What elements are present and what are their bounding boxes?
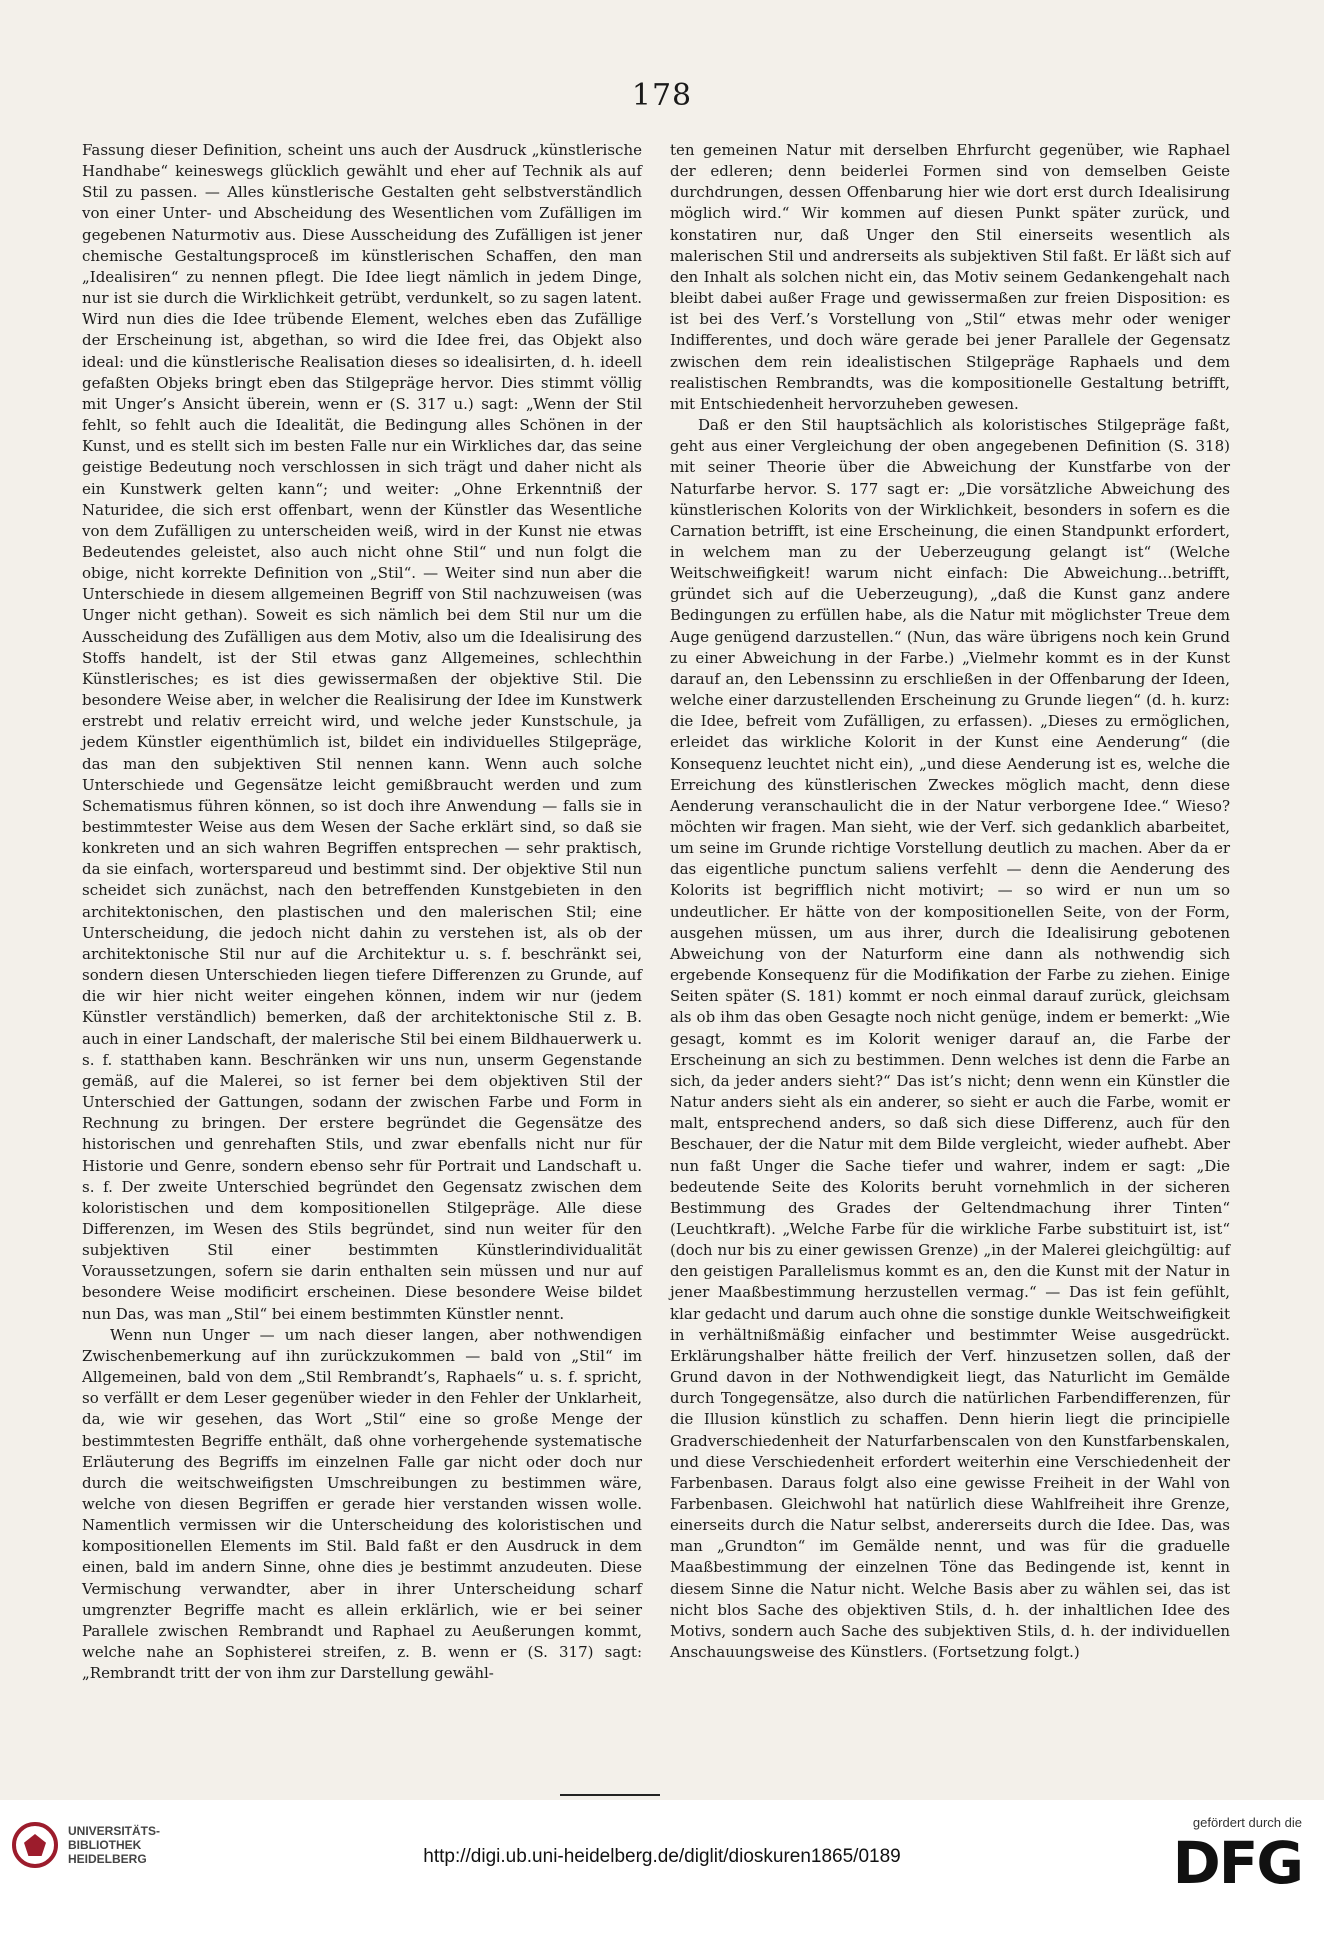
end-rule [560, 1794, 660, 1796]
paragraph: Daß er den Stil hauptsächlich als koloristisches Stilgepräge faßt, geht aus einer Vergleichung der oben angegebenen Definition (S. 318) mit seiner Theorie über die Abweichung der Kunstfarbe von der Naturfarbe hervor. S. 177 sagt er: „Die vorsätzliche Abweichung des künstlerischen Kolorits von der Wirklichkeit, besonders in sofern es die Carnation betrifft, ist eine Erscheinung, die einen Standpunkt erfordert, in welchem man zu der Ueberzeugung gelangt ist“ (Welche Weitschweifigkeit! warum nicht einfach: Die Abweichung...betrifft, gründet sich auf die Ueberzeugung), „daß die Kunst ganz andere Bedingungen zu erfüllen habe, als die Natur mit möglichster Treue dem Auge genügend darzustellen.“ (Nun, das wäre übrigens noch kein Grund zu einer Abweichung in der Farbe.) „Vielmehr kommt es in der Kunst darauf an, den Lebenssinn zu erschließen in der Offenbarung der Ideen, welche einer darzustellenden Erscheinung zu Grunde liegen“ (d. h. kurz: die Idee, befreit vom Zufälligen, zu erfassen). „Dieses zu ermöglichen, erleidet das wirkliche Kolorit in der Kunst eine Aenderung“ (die Konsequenz leuchtet nicht ein), „und diese Aenderung ist es, welche die Erreichung des künstlerischen Zweckes möglich macht, denn diese Aenderung veranschaulicht die in der Natur verborgene Idee.“ Wieso? möchten wir fragen. Man sieht, wie der Verf. sich gedanklich abarbeitet, um seine im Grunde richtige Vorstellung deutlich zu machen. Aber da er das eigentliche punctum saliens verfehlt — denn die Aenderung des Kolorits ist begrifflich nicht motivirt; — so wird er nun um so undeutlicher. Er hätte von der kompositionellen Seite, von der Form, ausgehen müssen, um aus ihrer, durch die Idealisirung gebotenen Abweichung von der Naturform eine dann als nothwendig sich ergebende Konsequenz für die Modifikation der Farbe zu ziehen. Einige Seiten später (S. 181) kommt er noch einmal darauf zurück, gleichsam als ob ihm das oben Gesagte noch nicht genüge, indem er bemerkt: „Wie gesagt, kommt es im Kolorit weniger darauf an, die Farbe der Erscheinung an sich zu bestimmen. Denn welches ist denn die Farbe an sich, da jeder anders sieht?“ Das ist’s nicht; denn wenn ein Künstler die Natur anders sieht als ein anderer, so sieht er auch die Farbe, womit er malt, entsprechend anders, so daß sich diese Differenz, auch für den Beschauer, der die Natur mit dem Bilde vergleicht, wieder aufhebt. Aber nun faßt Unger die Sache tiefer und wahrer, indem er sagt: „Die bedeutende Seite des Kolorits beruht vornehmlich in der sicheren Bestimmung des Grades der Geltendmachung ihrer Tinten“ (Leuchtkraft). „Welche Farbe für die wirkliche Farbe substituirt ist, ist“ (doch nur bis zu einer gewissen Grenze) „in der Malerei gleichgültig: auf den geistigen Parallelismus kommt es an, den die Kunst mit der Natur in jener Maaßbestimmung herzustellen vermag.“ — Das ist fein gefühlt, klar gedacht und darum auch ohne die sonstige dunkle Weitschweifigkeit in verhältnißmäßig einfacher und bestimmter Weise ausgedrückt. Erklärungshalber hätte freilich der Verf. hinzusetzen sollen, daß der Grund davon in der Nothwendigkeit liegt, das Naturlicht im Gemälde durch Tongegensätze, also durch die natürlichen Farbendifferenzen, für die Illusion künstlich zu schaffen. Denn hierin liegt die principielle Gradverschiedenheit der Naturfarbenscalen von den Kunstfarbenskalen, und diese Verschiedenheit erfordert weiterhin eine Verschiedenheit der Farbenbasen. Daraus folgt also eine gewisse Freiheit in der Wahl von Farbenbasen. Gleichwohl hat natürlich diese Wahlfreiheit ihre Grenze, einerseits durch die Natur selbst, andererseits durch die Idee. Das, was man „Grundton“ im Gemälde nennt, und was für die graduelle Maaßbestimmung der einzelnen Töne das Bedingende ist, kennt in diesem Sinne die Natur nicht. Welche Basis aber zu wählen sei, das ist nicht blos Sache des objektiven Stils, d. h. der inhaltlichen Idee des Motivs, sondern auch Sache des subjektiven Stils, d. h. der individuellen Anschauungsweise des Künstlers. (Fortsetzung folgt.) [670, 416, 1230, 1662]
funded-by-label: gefördert durch die [1192, 1815, 1302, 1830]
dfg-logo[interactable]: DFG [1172, 1829, 1302, 1897]
library-name: UNIVERSITÄTS- BIBLIOTHEK HEIDELBERG [68, 1824, 161, 1866]
footer-bar [0, 1800, 1324, 1947]
permalink-url[interactable]: http://digi.ub.uni-heidelberg.de/diglit/dioskuren1865/0189 [423, 1846, 901, 1867]
funding-credit [1172, 1815, 1302, 1897]
text-column-right [670, 140, 1230, 1663]
paragraph: Wenn nun Unger — um nach dieser langen, aber nothwendigen Zwischenbemerkung auf ihn zurückzukommen — bald von „Stil“ im Allgemeinen, bald von dem „Stil Rembrandt’s, Raphaels“ u. s. f. spricht, so verfällt er dem Leser gegenüber wieder in den Fehler der Unklarheit, da, wie wir gesehen, das Wort „Stil“ eine so große Menge der bestimmtesten Begriffe enthält, daß ohne vorhergehende systematische Erläuterung des Begriffs im einzelnen Falle gar nicht oder doch nur durch die weitschweifigsten Umschreibungen zu bestimmen wäre, welche von diesen Begriffen er gerade hier verstanden wissen wolle. Namentlich vermissen wir die Unterscheidung des koloristischen und kompositionellen Elements im Stil. Bald faßt er den Ausdruck in dem einen, bald im andern Sinne, ohne dies je bestimmt anzudeuten. Diese Vermischung verwandter, aber in ihrer Unterscheidung scharf umgrenzter Begriffe macht es allein erklärlich, wie er bei seiner Parallele zwischen Rembrandt und Raphael zu Aeußerungen kommt, welche nahe an Sophisterei streifen, z. B. wenn er (S. 317) sagt: „Rembrandt tritt der von ihm zur Darstellung gewähl- [82, 1325, 642, 1683]
text-column-left [82, 140, 642, 1684]
page-number: 178 [631, 78, 693, 113]
paragraph: ten gemeinen Natur mit derselben Ehrfurcht gegenüber, wie Raphael der edleren; denn beiderlei Formen sind von demselben Geiste durchdrungen, dessen Offenbarung hier wie dort erst durch Idealisirung möglich wird.“ Wir kommen auf diesen Punkt später zurück, und konstatiren nur, daß Unger den Stil einerseits wesentlich als malerischen Stil und andrerseits als subjektiven Stil faßt. Er läßt sich auf den Inhalt als solchen nicht ein, das Motiv seinem Gedankengehalt nach bleibt dabei außer Frage und gewissermaßen zur freien Disposition: es ist bei des Verf.’s Vorstellung von „Stil“ etwas mehr oder weniger Indifferentes, und doch wäre gerade bei jener Parallele der Gegensatz zwischen dem rein idealistischen Stilgepräge Raphaels und dem realistischen Rembrandts, was die kompositionelle Gestaltung betrifft, mit Entschiedenheit hervorzuheben gewesen. [670, 141, 1230, 413]
paragraph: Fassung dieser Definition, scheint uns auch der Ausdruck „künstlerische Handhabe“ keineswegs glücklich gewählt und eher auf Technik als auf Stil zu passen. — Alles künstlerische Gestalten geht selbstverständlich von einer Unter- und Abscheidung des Wesentlichen vom Zufälligen im gegebenen Naturmotiv aus. Diese Ausscheidung des Zufälligen ist jener chemische Gestaltungsproceß im künstlerischen Schaffen, den man „Idealisiren“ zu nennen pflegt. Die Idee liegt nämlich in jedem Dinge, nur ist sie durch die Wirklichkeit getrübt, verdunkelt, so zu sagen latent. Wird nun dies die Idee trübende Element, welches eben das Zufällige der Erscheinung ist, abgethan, so wird die Idee frei, das Objekt also ideal: und die künstlerische Realisation dieses so idealisirten, d. h. ideell gefaßten Objeks bringt eben das Stilgepräge hervor. Dies stimmt völlig mit Unger’s Ansicht überein, wenn er (S. 317 u.) sagt: „Wenn der Stil fehlt, so fehlt auch die Idealität, die Bedingung alles Schönen in der Kunst, und es stellt sich im besten Falle nur ein Wirkliches dar, das seine geistige Bedeutung noch verschlossen in sich trägt und daher nicht als ein Kunstwerk gelten kann“; und weiter: „Ohne Erkenntniß der Naturidee, die sich erst offenbart, wenn der Künstler das Wesentliche von dem Zufälligen zu unterscheiden weiß, wird in der Kunst nie etwas Bedeutendes geleistet, also auch nicht ohne Stil“ und nun folgt die obige, nicht korrekte Definition von „Stil“. — Weiter sind nun aber die Unterschiede in diesem allgemeinen Begriff von Stil nachzuweisen (was Unger nicht gethan). Soweit es sich nämlich bei dem Stil nur um die Ausscheidung des Zufälligen aus dem Motiv, also um die Idealisirung des Stoffs handelt, ist der Stil etwas ganz Allgemeines, schlechthin Künstlerisches; es ist dies gewissermaßen der objektive Stil. Die besondere Weise aber, in welcher die Realisirung der Idee im Kunstwerk erstrebt und relativ erreicht wird, und welche jeder Kunstschule, ja jedem Künstler eigenthümlich ist, bildet ein individuelles Stilgepräge, das man den subjektiven Stil nennen kann. Wenn auch solche Unterschiede und Gegensätze leicht gemißbraucht werden und zum Schematismus führen können, so ist doch ihre Anwendung — falls sie in bestimmtester Weise aus dem Wesen der Sache erklärt sind, so daß sie konkreten und an sich wahren Begriffen entsprechen — sehr praktisch, da sie einfach, worterspareud und bestimmt sind. Der objektive Stil nun scheidet sich zunächst, nach den betreffenden Kunstgebieten in den architektonischen, den plastischen und den malerischen Stil; eine Unterscheidung, die jedoch nicht dahin zu verstehen ist, als ob der architektonische Stil nur auf die Architektur u. s. f. beschränkt sei, sondern diesen Unterschieden liegen tiefere Differenzen zu Grunde, auf die wir hier nicht weiter eingehen können, indem wir nur (jedem Künstler verständlich) bemerken, daß der architektonische Stil z. B. auch in einer Landschaft, der malerische Stil bei einem Bildhauerwerk u. s. f. statthaben kann. Beschränken wir uns nun, unserm Gegenstande gemäß, auf die Malerei, so ist ferner bei dem objektiven Stil der Unterschied der Gattungen, sodann der zwischen Farbe und Form in Rechnung zu bringen. Der erstere begründet die Gegensätze des historischen und genrehaften Stils, und zwar ebenfalls nicht nur für Historie und Genre, sondern ebenso sehr für Portrait und Landschaft u. s. f. Der zweite Unterschied begründet den Gegensatz zwischen dem koloristischen und dem kompositionellen Stilgepräge. Alle diese Differenzen, im Wesen des Stils begründet, sind nun weiter für den subjektiven Stil einer bestimmten Künstlerindividualität Voraussetzungen, sofern sie darin enthalten sein müssen und nur auf besondere Weise modificirt erscheinen. Diese besondere Weise bildet nun Das, was man „Stil“ bei einem bestimmten Künstler nennt. [82, 141, 642, 1323]
